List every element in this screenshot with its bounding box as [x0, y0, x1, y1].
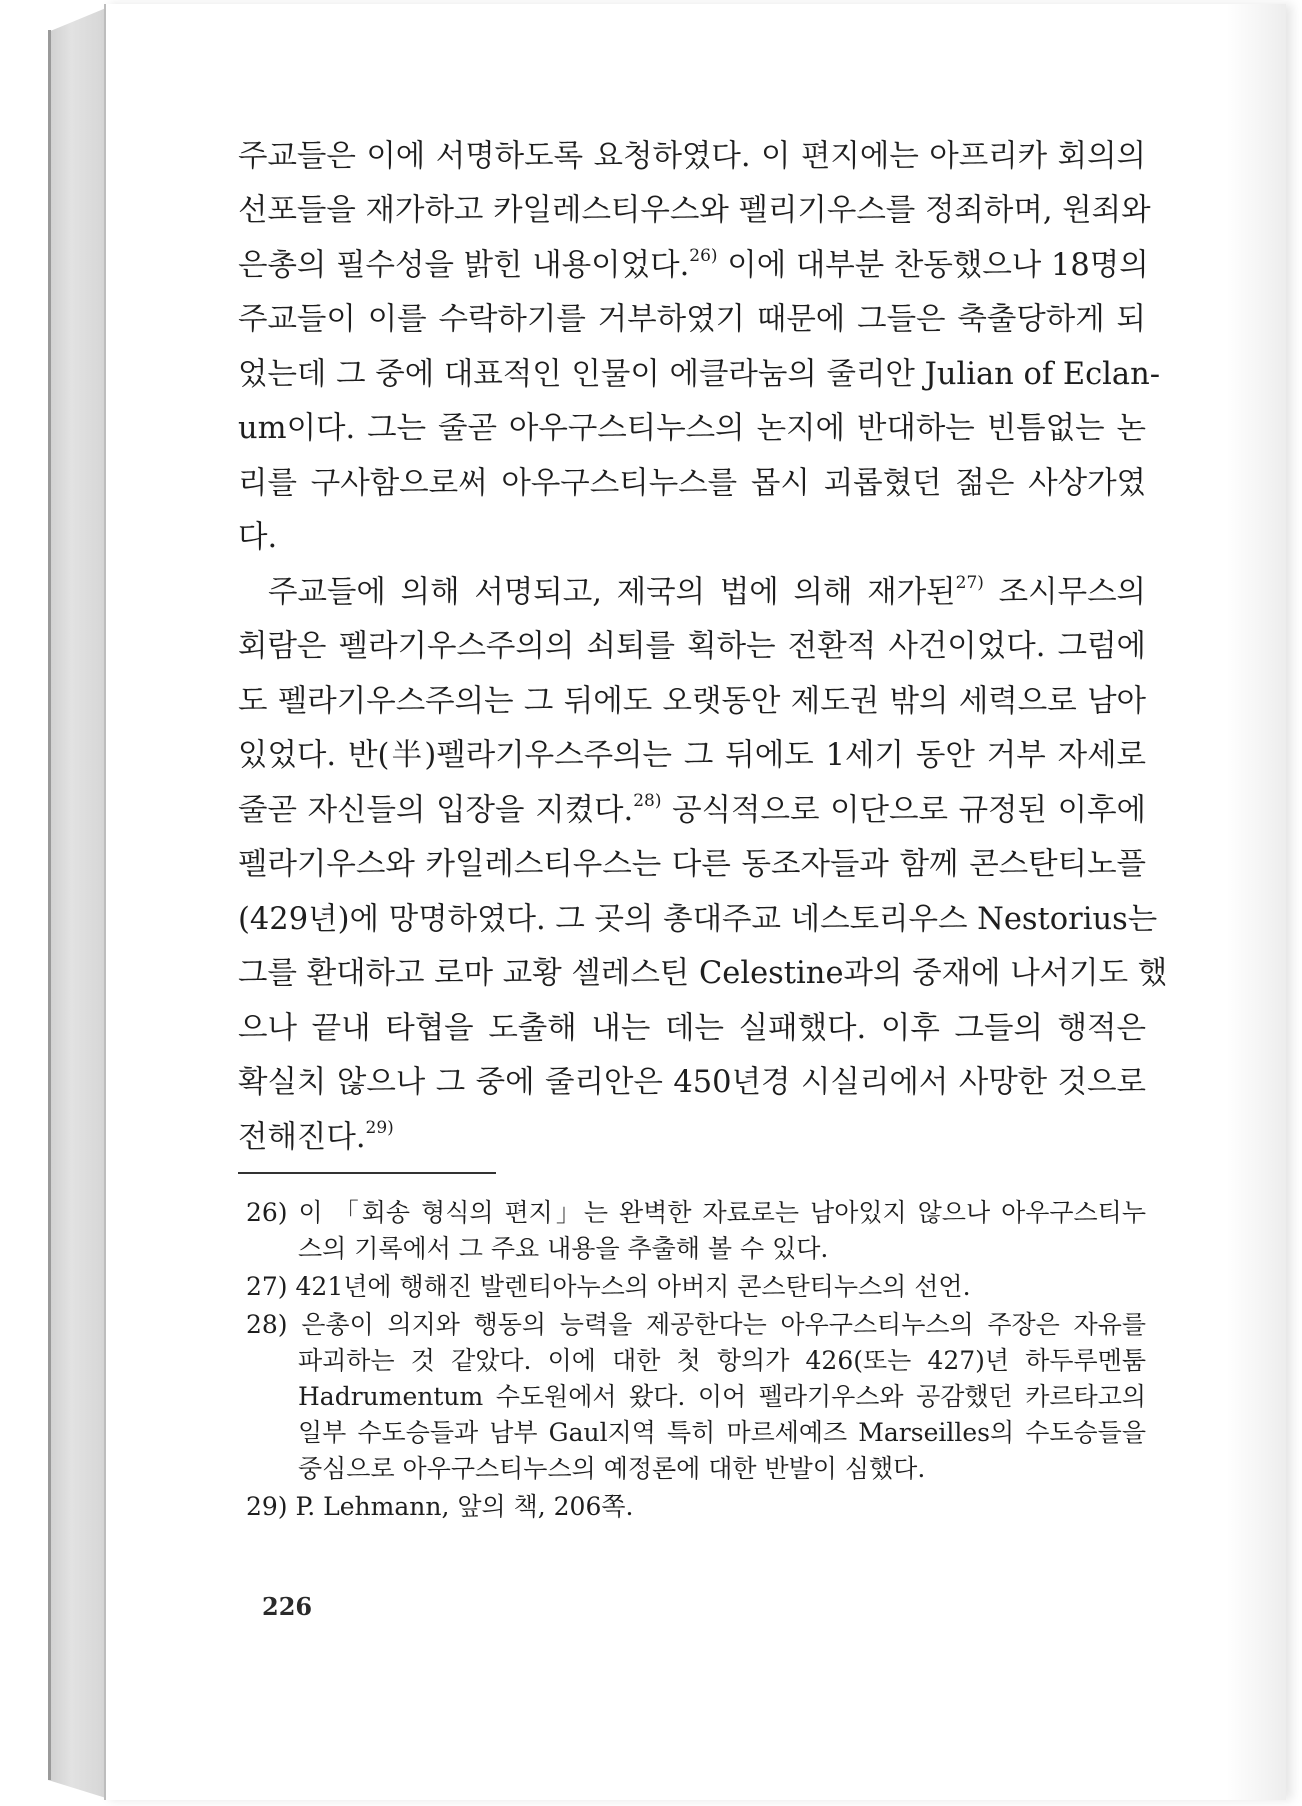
footnote-ref: 26) — [689, 246, 718, 266]
body-line: (429년)에 망명하였다. 그 곳의 총대주교 네스토리우스 Nestorius는 — [238, 902, 1158, 937]
footnote-ref: 29) — [365, 1118, 394, 1138]
book-block-edge — [48, 30, 51, 1780]
footnote-separator — [238, 1172, 496, 1174]
body-line: 주교들이 이를 수락하기를 거부하였기 때문에 그들은 축출당하게 되 — [238, 302, 1146, 337]
footnote-line: 중심으로 아우구스티누스의 예정론에 대한 반발이 심했다. — [298, 1454, 926, 1483]
body-text-segment: 주교들에 의해 서명되고, 제국의 법에 의해 재가된 — [268, 575, 956, 610]
body-line: 리를 구사함으로써 아우구스티누스를 몹시 괴롭혔던 젊은 사상가였 — [238, 466, 1146, 501]
body-line: 선포들을 재가하고 카일레스티우스와 펠리기우스를 정죄하며, 원죄와 — [238, 193, 1151, 228]
footnote-line: 27) 421년에 행해진 발렌티아누스의 아버지 콘스탄티누스의 선언. — [246, 1272, 971, 1301]
footnote-line: 일부 수도승들과 남부 Gaul지역 특히 마르세예즈 Marseilles의 수도승들을 — [298, 1418, 1146, 1447]
body-text-segment: 은총의 필수성을 밝힌 내용이었다. — [238, 248, 690, 283]
footnote-line: 28) 은총이 의지와 행동의 능력을 제공한다는 아우구스티누스의 주장은 자유를 — [246, 1310, 1146, 1339]
body-line: 있었다. 반(半)펠라기우스주의는 그 뒤에도 1세기 동안 거부 자세로 — [238, 738, 1146, 773]
body-text-segment: 조시무스의 — [983, 575, 1147, 610]
footnote-ref: 27) — [955, 573, 984, 593]
body-line: 었는데 그 중에 대표적인 인물이 에클라눔의 줄리안 Julian of Eclan- — [238, 357, 1161, 392]
book-block-side — [48, 8, 106, 1798]
footnote-line: 스의 기록에서 그 주요 내용을 추출해 볼 수 있다. — [298, 1234, 829, 1263]
body-line: 회람은 펠라기우스주의의 쇠퇴를 획하는 전환적 사건이었다. 그럼에 — [238, 629, 1146, 664]
body-line: 확실치 않으나 그 중에 줄리안은 450년경 시실리에서 사망한 것으로 — [238, 1065, 1146, 1100]
body-line: 도 펠라기우스주의는 그 뒤에도 오랫동안 제도권 밖의 세력으로 남아 — [238, 684, 1146, 719]
footnote-line: 파괴하는 것 같았다. 이에 대한 첫 항의가 426(또는 427)년 하두루멘툼 — [298, 1346, 1146, 1375]
body-line — [268, 573, 1146, 613]
body-line: 그를 환대하고 로마 교황 셀레스틴 Celestine과의 중재에 나서기도 했 — [238, 956, 1168, 991]
body-text-segment: 이에 대부분 찬동했으나 18명의 — [717, 248, 1149, 283]
page-number: 226 — [262, 1592, 313, 1621]
body-line: 으나 끝내 타협을 도출해 내는 데는 실패했다. 이후 그들의 행적은 — [238, 1011, 1146, 1046]
body-line — [238, 246, 1149, 286]
body-text-segment: 줄곧 자신들의 입장을 지켰다. — [238, 793, 634, 828]
footnote-line: Hadrumentum 수도원에서 왔다. 이어 펠라기우스와 공감했던 카르타고의 — [298, 1382, 1146, 1411]
body-line: 주교들은 이에 서명하도록 요청하였다. 이 편지에는 아프리카 회의의 — [238, 139, 1146, 174]
body-line — [238, 1118, 1146, 1158]
body-line: 펠라기우스와 카일레스티우스는 다른 동조자들과 함께 콘스탄티노플 — [238, 847, 1146, 882]
body-line: 다. — [238, 520, 278, 555]
body-text-segment: 공식적으로 이단으로 규정된 이후에 — [661, 793, 1146, 828]
body-line — [238, 791, 1146, 831]
page-shade — [1226, 4, 1286, 1800]
footnote-ref: 28) — [633, 791, 662, 811]
footnote-line: 26) 이 「회송 형식의 편지」는 완벽한 자료로는 남아있지 않으나 아우구스티누 — [246, 1198, 1146, 1227]
footnote-line: 29) P. Lehmann, 앞의 책, 206쪽. — [246, 1492, 634, 1521]
body-line: um이다. 그는 줄곧 아우구스티누스의 논지에 반대하는 빈틈없는 논 — [238, 411, 1146, 446]
body-text-segment: 전해진다. — [238, 1120, 366, 1155]
